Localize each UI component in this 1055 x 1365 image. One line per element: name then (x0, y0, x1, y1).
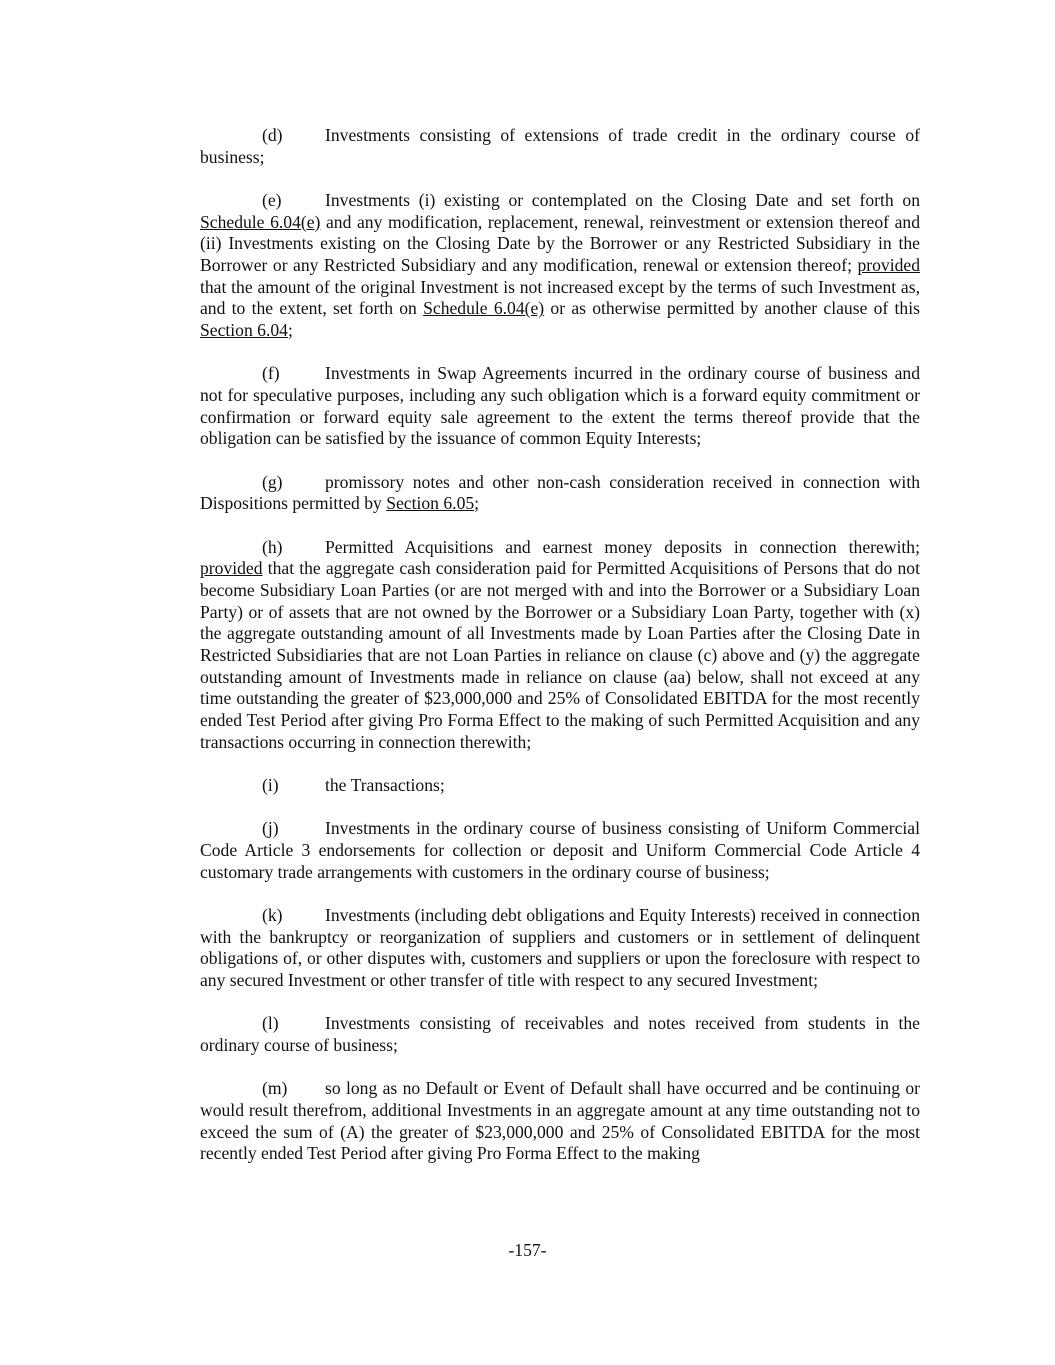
clause-label: (f) (262, 363, 280, 384)
clause-text: Investments in the ordinary course of business consisting of Uniform Commercial Code Article 3 endorsements for collection or deposit and Uniform Commercial Code Article 4 customary trade arrangements with customers in the ordinary course of business; (200, 818, 920, 882)
clause (200, 363, 920, 450)
clause-text: Investments (including debt obligations and Equity Interests) received in connection with the bankruptcy or reorganization of suppliers and customers or in settlement of delinquent obligations of, or other disputes with, customers and suppliers or upon the foreclosure with respect to any secured Investment or other transfer of title with respect to any secured Investment; (200, 904, 920, 990)
clause-text: ; (474, 493, 480, 514)
clause-label: (l) (262, 1013, 279, 1034)
clause (200, 125, 920, 168)
cross-reference: Section 6.04 (200, 320, 288, 341)
clause (200, 537, 920, 754)
cross-reference: Schedule 6.04(e) (200, 211, 321, 232)
clause (200, 905, 920, 992)
clause-label: (g) (262, 471, 283, 492)
clause-label: (d) (262, 125, 283, 145)
clause-text: Investments consisting of receivables and notes received from students in the ordinary course of business; (200, 1013, 920, 1055)
clause-label: (k) (262, 904, 283, 925)
clause-text: the Transactions; (325, 775, 445, 796)
clause (200, 190, 920, 342)
clause-text: that the aggregate cash consideration paid for Permitted Acquisitions of Persons that do not become Subsidiary Loan Parties (or are not merged with and into the Borrower or a Subsidiary Loan Party) or of assets that are not owned by the Borrower or a Subsidiary Loan Party, together with (x) the aggregate outstanding amount of all Investments made by Loan Parties after the Closing Date in Restricted Subsidiaries that are not Loan Parties in reliance on clause (c) above and (y) the aggregate outstanding amount of Investments made in reliance on clause (aa) below, shall not exceed at any time outstanding the greater of $23,000,000 and 25% of Consolidated EBITDA for the most recently ended Test Period after giving Pro Forma Effect to the making of such Permitted Acquisition and any transactions occurring in connection therewith; (200, 558, 920, 752)
clause-text: that the amount of the original Investment is not increased except by the terms of such Investment as, and to the extent, set forth on (200, 276, 920, 319)
cross-reference: Section 6.05 (386, 493, 475, 514)
clause-text: Permitted Acquisitions and earnest money deposits in connection therewith; (325, 536, 920, 557)
clause (200, 818, 920, 883)
clause-label: (m) (262, 1078, 288, 1099)
page-number: -157- (508, 1240, 547, 1260)
clause (200, 775, 920, 797)
clause-label: (h) (262, 536, 283, 557)
clause (200, 1013, 920, 1056)
clause-text: so long as no Default or Event of Default shall have occurred and be continuing or would result therefrom, additional Investments in an aggregate amount at any time outstanding not to exceed the sum of (A) the greater of $23,000,000 and 25% of Consolidated EBITDA for the most recently ended Test Period after giving Pro Forma Effect to the making (200, 1078, 920, 1164)
cross-reference: Schedule 6.04(e) (423, 298, 545, 319)
clause-label: (e) (262, 189, 282, 210)
clause-text: Investments consisting of extensions of trade credit in the ordinary course of business; (200, 125, 920, 167)
clause-text: promissory notes and other non-cash consideration received in connection with Dispositions permitted by (200, 471, 920, 514)
document-body (200, 125, 920, 1165)
clause-text: and any modification, replacement, renewal, reinvestment or extension thereof and (ii) Investments existing on the Closing Date by the Borrower or any Restricted Subsidiary in the Borrower or any Restricted Subsidiary and any modification, renewal or extension thereof; (200, 211, 920, 276)
cross-reference: provided (857, 255, 920, 276)
cross-reference: provided (200, 558, 263, 579)
clause-text: Investments in Swap Agreements incurred in the ordinary course of business and not for speculative purposes, including any such obligation which is a forward equity commitment or confirmation or forward equity sale agreement to the extent the terms thereof provide that the obligation can be satisfied by the issuance of common Equity Interests; (200, 363, 920, 449)
clause (200, 1078, 920, 1165)
clause-text: or as otherwise permitted by another clause of this (544, 298, 920, 319)
clause (200, 472, 920, 515)
clause-text: ; (287, 320, 293, 341)
clause-label: (i) (262, 775, 279, 796)
clause-label: (j) (262, 818, 279, 839)
clause-text: Investments (i) existing or contemplated on the Closing Date and set forth on (325, 189, 920, 210)
